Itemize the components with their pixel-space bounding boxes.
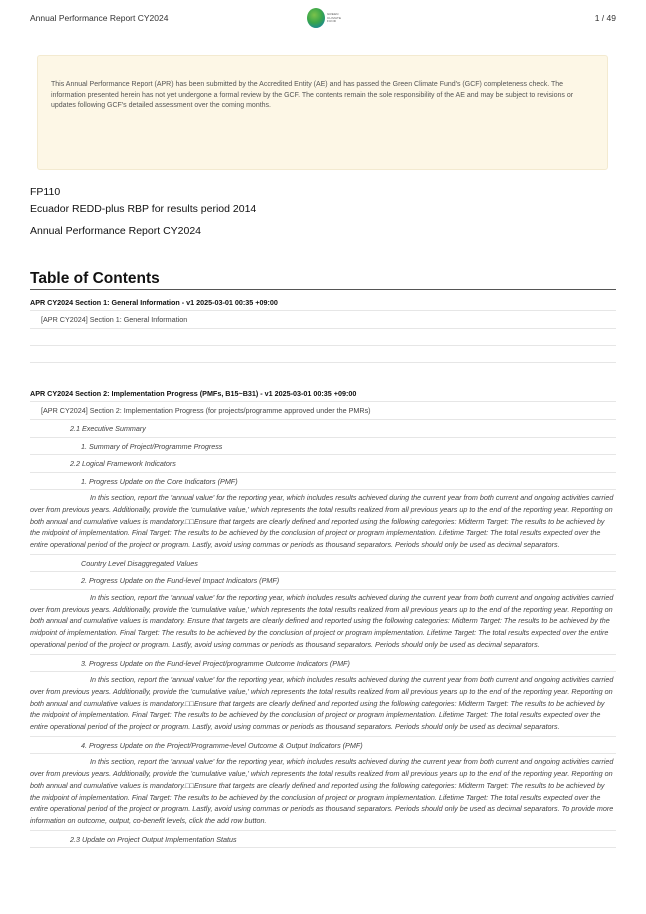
toc-blank-row [30,346,616,363]
toc-item-2-1-1-summary-progress[interactable]: 1. Summary of Project/Programme Progress [30,438,616,456]
toc-item-section-1-general-info[interactable]: [APR CY2024] Section 1: General Information [30,311,616,329]
toc-item-2-2-3-outcome-indicators[interactable]: 3. Progress Update on the Fund-level Project/programme Outcome Indicators (PMF) [30,655,616,673]
toc-desc-outcome-indicators: In this section, report the 'annual value' for the reporting year, which includes results achieved during the current year from both current and ongoing activities carried over from previous years. Additionally, provide the 'cumulative value,' which represents the total results realized from all previous years up to the end of the reporting year. Reporting on both annual and cumulative values is mandatory.□□Ensure that targets are clearly defined and reported using the following categories: Midterm Target: The results to be achieved by the midpoint of implementation. Final Target: The results to be achieved by the conclusion of project or program implementation. Lifetime Target: The total results expected over the entire operational period of the project or program. Lastly, avoid using commas or periods as thousand separators. Periods should only be used as decimal separators. [30,672,616,737]
toc-item-2-2-2-impact-indicators[interactable]: 2. Progress Update on the Fund-level Impact Indicators (PMF) [30,572,616,590]
toc-desc-core-indicators: In this section, report the 'annual value' for the reporting year, which includes results achieved during the current year from both current and ongoing activities carried over from previous years. Additionally, provide the 'cumulative value,' which represents the total results realized from all previous years up to the end of the reporting year. Reporting on both annual and cumulative values is mandatory.□□Ensure that targets are clearly defined and reported using the following categories: Midterm Target: The results to be achieved by the midpoint of implementation. Final Target: The results to be achieved by the conclusion of project or program implementation. Lifetime Target: The total results expected over the entire operational period of the project or program. Lastly, avoid using commas or periods as thousand separators. Periods should only be used as decimal separators. [30,490,616,555]
report-title: Annual Performance Report CY2024 [30,225,202,237]
toc-desc-impact-indicators: In this section, report the 'annual value' for the reporting year, which includes results achieved during the current year from both current and ongoing activities carried over from previous years. Additionally, provide the 'cumulative value,' which represents the total results realized from all previous years up to the end of the reporting year. Reporting on both annual and cumulative values is mandatory. Ensure that targets are clearly defined and reported using the following categories: Midterm Target: The results to be achieved by the midpoint of implementation. Final Target: The results to be achieved by the conclusion of project or program implementation. Lifetime Target: The total results expected over the entire operational period of the project or program. Lastly, avoid using commas or periods as thousand separators. Periods should only be used as decimal separators. [30,590,616,655]
logo-text: GREEN CLIMATE FUND [327,12,342,23]
table-of-contents [30,294,616,848]
header-title: Annual Performance Report CY2024 [30,13,169,23]
disclaimer-text: This Annual Performance Report (APR) has been submitted by the Accredited Entity (AE) and has passed the Green Climate Fund's (GCF) completeness check. The information presented herein has not yet undergone a formal review by the GCF. The contents remain the sole responsibility of the AE and may be subject to revisions or updates following GCF's detailed assessment over the coming months. [51,81,574,109]
gcf-logo [307,8,343,30]
page-header [0,0,646,40]
toc-item-country-level-values[interactable]: Country Level Disaggregated Values [30,555,616,573]
disclaimer-notice [37,55,608,170]
toc-blank-row [30,329,616,346]
page-indicator: 1 / 49 [594,13,616,23]
toc-item-2-2-1-core-indicators[interactable]: 1. Progress Update on the Core Indicators (PMF) [30,473,616,491]
toc-section-1[interactable]: APR CY2024 Section 1: General Information - v1 2025-03-01 00:35 +09:00 [30,294,616,311]
toc-item-2-1-executive-summary[interactable]: 2.1 Executive Summary [30,420,616,438]
toc-section-2[interactable]: APR CY2024 Section 2: Implementation Progress (PMFs, B15~B31) - v1 2025-03-01 00:35 +09:00 [30,385,616,402]
toc-item-2-2-logical-framework[interactable]: 2.2 Logical Framework Indicators [30,455,616,473]
toc-heading: Table of Contents [30,270,616,290]
project-title: Ecuador REDD-plus RBP for results period 2014 [30,203,257,215]
document-meta [30,185,256,238]
globe-logo-icon [307,8,325,28]
toc-desc-output-indicators: In this section, report the 'annual value' for the reporting year, which includes results achieved during the current year from both current and ongoing activities carried over from previous years. Additionally, provide the 'cumulative value,' which represents the total results realized from all previous years up to the end of the reporting year. Reporting on both annual and cumulative values is mandatory.□□Ensure that targets are clearly defined and reported using the following categories: Midterm Target: The results to be achieved by the midpoint of implementation. Final Target: The results to be achieved by the conclusion of project or program implementation. Lifetime Target: The total results expected over the entire operational period of the project or program. Lastly, avoid using commas or periods as thousand separators. Periods should only be used as decimal separators. To provide more information on outcome, output, co-benefit levels, click the add row button. [30,754,616,831]
project-code: FP110 [30,186,61,198]
toc-item-2-3-output-status[interactable]: 2.3 Update on Project Output Implementation Status [30,831,616,849]
toc-item-2-2-4-output-indicators[interactable]: 4. Progress Update on the Project/Programme-level Outcome & Output Indicators (PMF) [30,737,616,755]
toc-spacer [30,363,616,385]
toc-item-section-2-implementation[interactable]: [APR CY2024] Section 2: Implementation Progress (for projects/programme approved under the PMRs) [30,402,616,420]
